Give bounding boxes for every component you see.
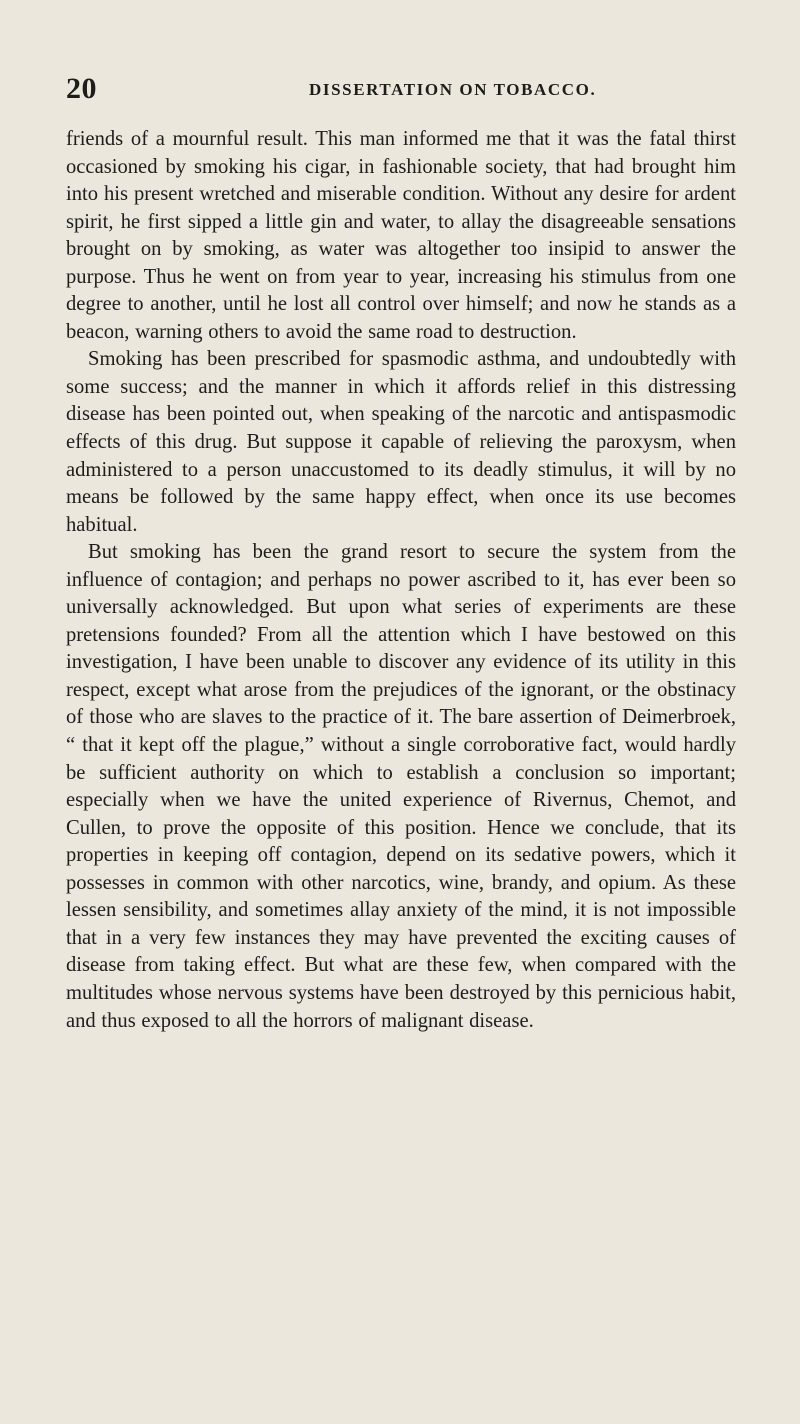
page-header: [66, 72, 746, 112]
paragraph-asthma: Smoking has been prescribed for spasmodic asthma, and undoubtedly with some success; and the manner in which it affords relief in this distressing disease has been pointed out, when speaking of the narcotic and antispasmodic effects of this drug. But suppose it capable of relieving the paroxysm, when administered to a person unaccustomed to its deadly stimulus, it will by no means be followed by the same happy effect, when once its use becomes habitual.: [66, 348, 736, 536]
paragraph-continued: friends of a mournful result. This man informed me that it was the fatal thirst occasioned by smoking his cigar, in fashionable society, that had brought him into his present wretched and miserable condition. Without any desire for ardent spirit, he first sipped a little gin and water, to allay the disagreeable sensations brought on by smoking, as water was altogether too insipid to answer the purpose. Thus he went on from year to year, increasing his stimulus from one degree to another, until he lost all control over himself; and now he stands as a beacon, warning others to avoid the same road to destruction.: [66, 128, 736, 343]
running-head: DISSERTATION ON TOBACCO.: [309, 80, 597, 99]
page-number: 20: [66, 72, 97, 105]
body-text: [66, 126, 736, 1035]
paragraph-contagion: But smoking has been the grand resort to secure the system from the influence of contagion; and perhaps no power ascribed to it, has ever been so universally acknowledged. But upon what series of experiments are these pretensions founded? From all the attention which I have bestowed on this investigation, I have been unable to discover any evidence of its utility in this respect, except what arose from the prejudices of the ignorant, or the obstinacy of those who are slaves to the practice of it. The bare assertion of Deimerbroek, “ that it kept off the plague,” without a single corroborative fact, would hardly be sufficient authority on which to establish a conclusion so important; especially when we have the united experience of Rivernus, Chemot, and Cullen, to prove the opposite of this position. Hence we conclude, that its properties in keeping off contagion, depend on its sedative powers, which it possesses in common with other narcotics, wine, brandy, and opium. As these lessen sensibility, and sometimes allay anxiety of the mind, it is not impossible that in a very few instances they may have prevented the exciting causes of disease from taking effect. But what are these few, when compared with the multitudes whose nervous systems have been destroyed by this pernicious habit, and thus exposed to all the horrors of malignant disease.: [66, 541, 736, 1032]
